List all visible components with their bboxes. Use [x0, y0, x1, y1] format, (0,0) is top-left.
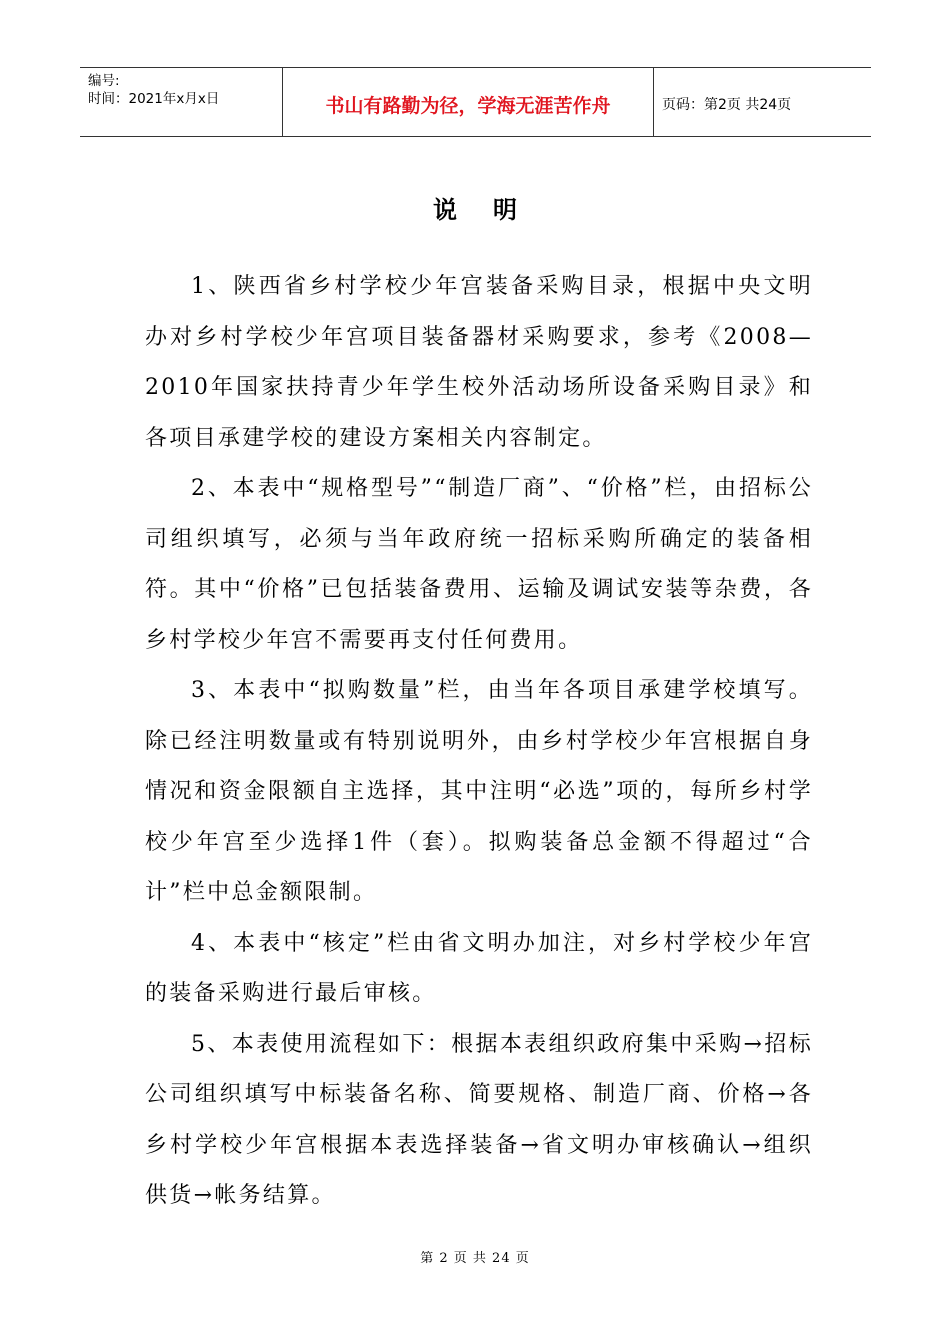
paragraph-5: 5、本表使用流程如下：根据本表组织政府集中采购→招标公司组织填写中标装备名称、简要规格、制造厂商、价格→各乡村学校少年宫根据本表选择装备→省文明办审核确认→组织供货→帐务结算。: [145, 1031, 813, 1208]
header-page-cell: [654, 68, 871, 136]
document-body: [145, 262, 813, 1222]
paragraph-2: 2、本表中“规格型号”“制造厂商”、“价格”栏，由招标公司组织填写，必须与当年政府统一招标采购所确定的装备相符。其中“价格”已包括装备费用、运输及调试安装等杂费，各乡村学校少年宫不需要再支付任何费用。: [145, 476, 813, 653]
paragraph-1: 1、陕西省乡村学校少年宫装备采购目录，根据中央文明办对乡村学校少年宫项目装备器材采购要求，参考《2008—2010年国家扶持青少年学生校外活动场所设备采购目录》和各项目承建学校的建设方案相关内容制定。: [145, 274, 813, 451]
header-page-code: 页码：第2页 共24页: [662, 97, 792, 113]
page-title: 说明: [433, 196, 553, 224]
header-motto: 书山有路勤为径，学海无涯苦作舟: [325, 94, 611, 117]
header-motto-cell: [283, 68, 654, 136]
document-number-label: 编号:: [88, 73, 120, 89]
document-time-label: 时间：2021年x月x日: [88, 91, 220, 107]
document-header: [80, 67, 871, 137]
paragraph-3: 3、本表中“拟购数量”栏，由当年各项目承建学校填写。除已经注明数量或有特别说明外，由乡村学校少年宫根据自身情况和资金限额自主选择，其中注明“必选”项的，每所乡村学校少年宫至少选择1件（套）。拟购装备总金额不得超过“合计”栏中总金额限制。: [145, 678, 813, 905]
paragraph-4: 4、本表中“核定”栏由省文明办加注，对乡村学校少年宫的装备采购进行最后审核。: [145, 930, 813, 1006]
page-footer: 第 2 页 共 24 页: [420, 1251, 530, 1266]
header-meta-cell: [80, 68, 283, 136]
